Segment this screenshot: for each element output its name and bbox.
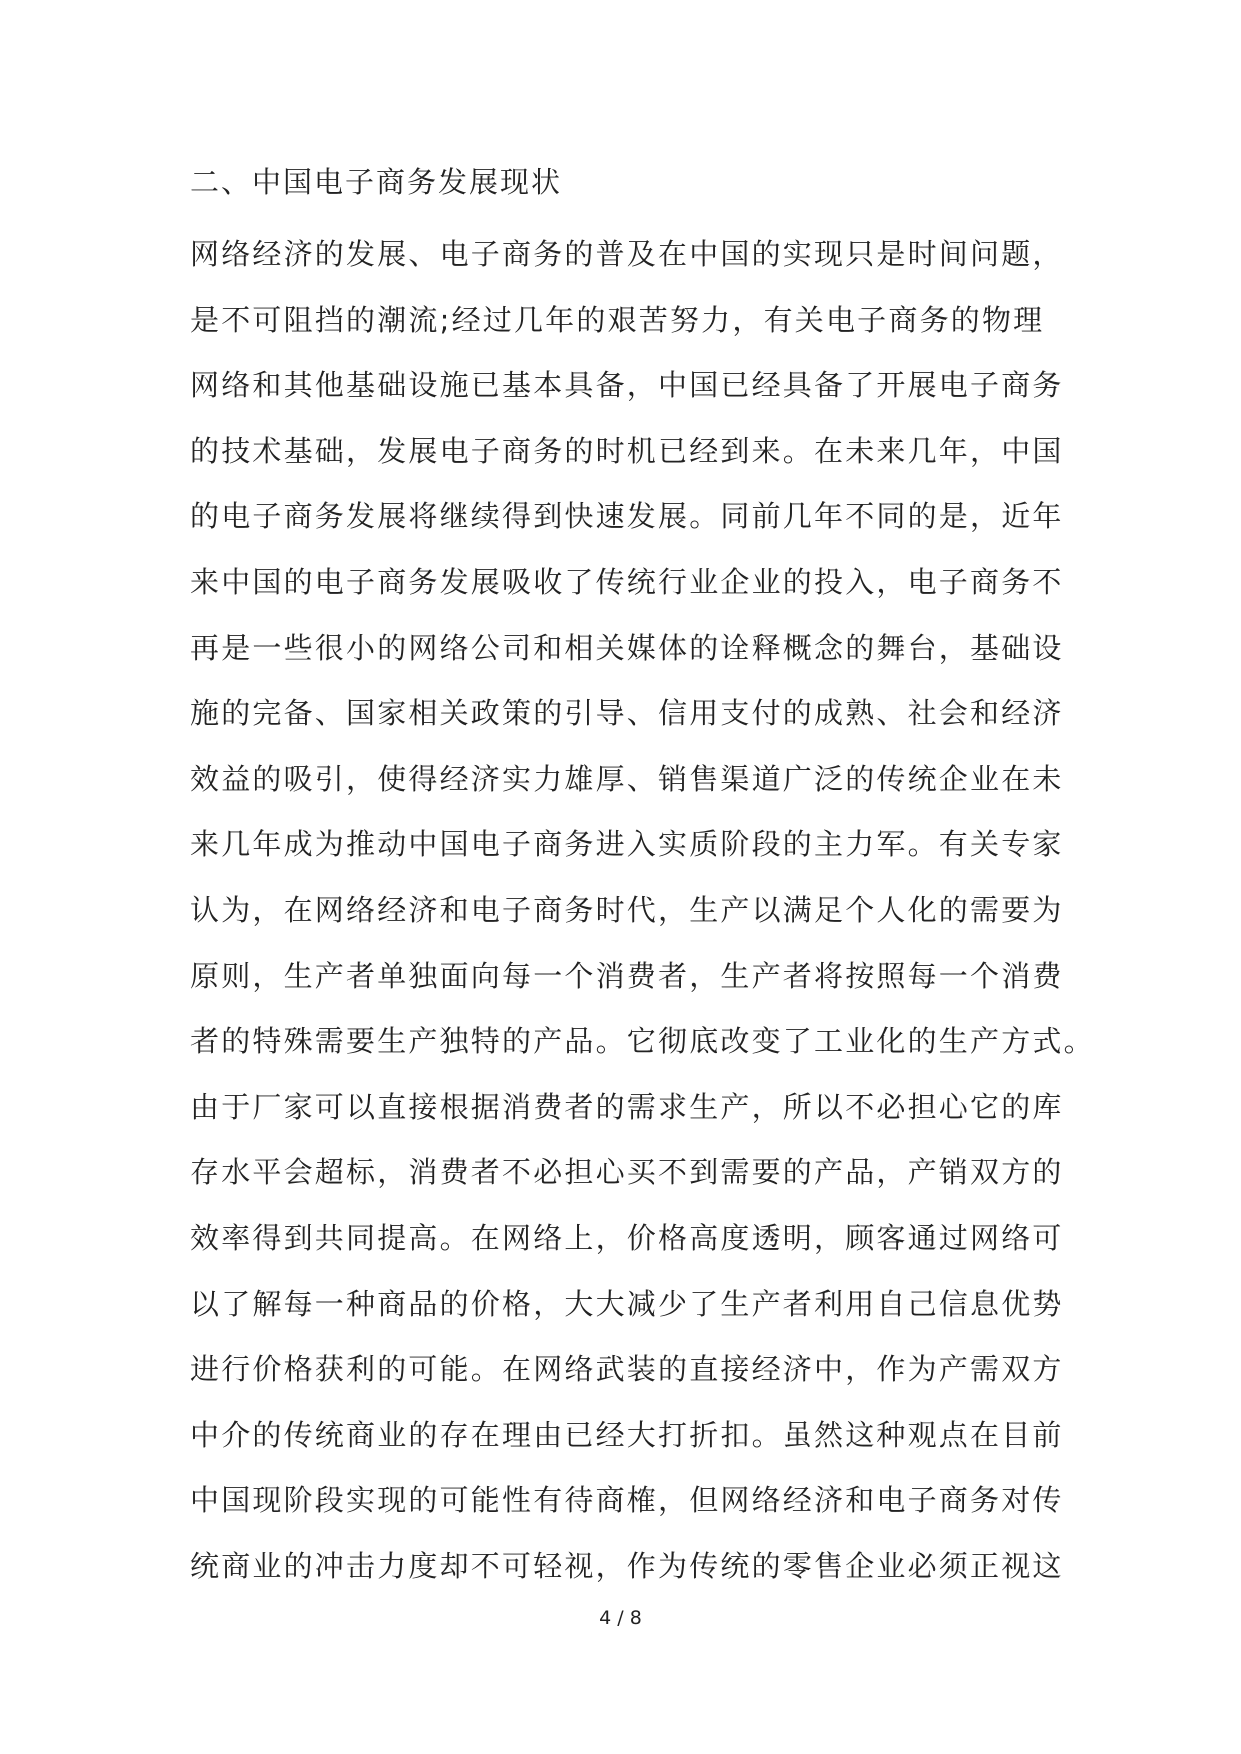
text-line: 来中国的电子商务发展吸收了传统行业企业的投入，电子商务不 bbox=[190, 564, 1064, 599]
text-line: 统商业的冲击力度却不可轻视，作为传统的零售企业必须正视这 bbox=[190, 1548, 1064, 1583]
text-line: 再是一些很小的网络公司和相关媒体的诠释概念的舞台，基础设 bbox=[190, 630, 1064, 665]
text-line: 中国现阶段实现的可能性有待商榷，但网络经济和电子商务对传 bbox=[190, 1483, 1064, 1518]
text-line: 由于厂家可以直接根据消费者的需求生产，所以不必担心它的库 bbox=[190, 1089, 1064, 1124]
text-line: 来几年成为推动中国电子商务进入实质阶段的主力军。有关专家 bbox=[190, 827, 1064, 862]
text-line: 的电子商务发展将继续得到快速发展。同前几年不同的是，近年 bbox=[190, 499, 1064, 534]
text-line: 进行价格获利的可能。在网络武装的直接经济中，作为产需双方 bbox=[190, 1352, 1064, 1387]
text-line: 以了解每一种商品的价格，大大减少了生产者利用自己信息优势 bbox=[190, 1286, 1064, 1321]
text-line: 网络和其他基础设施已基本具备，中国已经具备了开展电子商务 bbox=[190, 368, 1064, 403]
text-line: 是不可阻挡的潮流;经过几年的艰苦努力，有关电子商务的物理 bbox=[190, 302, 1045, 337]
text-line: 原则，生产者单独面向每一个消费者，生产者将按照每一个消费 bbox=[190, 958, 1064, 993]
text-line: 者的特殊需要生产独特的产品。它彻底改变了工业化的生产方式。 bbox=[190, 1024, 1095, 1059]
text-line: 施的完备、国家相关政策的引导、信用支付的成熟、社会和经济 bbox=[190, 696, 1064, 731]
body-text bbox=[190, 234, 1095, 1611]
text-line: 的技术基础，发展电子商务的时机已经到来。在未来几年，中国 bbox=[190, 433, 1064, 468]
text-line: 认为，在网络经济和电子商务时代，生产以满足个人化的需要为 bbox=[190, 892, 1064, 927]
text-line: 效益的吸引，使得经济实力雄厚、销售渠道广泛的传统企业在未 bbox=[190, 761, 1064, 796]
text-line: 网络经济的发展、电子商务的普及在中国的实现只是时间问题， bbox=[190, 237, 1064, 271]
text-line: 效率得到共同提高。在网络上，价格高度透明，顾客通过网络可 bbox=[190, 1220, 1064, 1255]
section-heading: 二、中国电子商务发展现状 bbox=[190, 165, 563, 199]
page-number: 4 / 8 bbox=[599, 1607, 642, 1629]
text-line: 中介的传统商业的存在理由已经大打折扣。虽然这种观点在目前 bbox=[190, 1417, 1064, 1452]
text-line: 存水平会超标，消费者不必担心买不到需要的产品，产销双方的 bbox=[190, 1155, 1064, 1190]
